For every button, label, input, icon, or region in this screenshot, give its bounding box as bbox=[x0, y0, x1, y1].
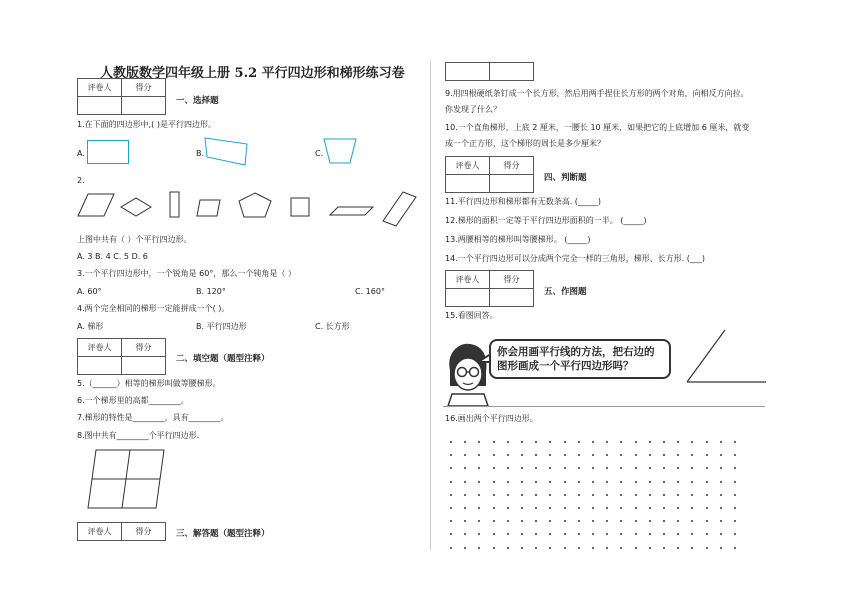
grid-dot bbox=[706, 507, 708, 509]
grid-dot bbox=[734, 481, 736, 483]
grid-dot bbox=[677, 520, 679, 522]
grid-dot bbox=[549, 467, 551, 469]
grid-dot bbox=[478, 494, 480, 496]
score-table-5 bbox=[445, 270, 534, 307]
grid-dot bbox=[606, 533, 608, 535]
q4-option-a: A. 梯形 bbox=[77, 322, 104, 331]
grid-dot bbox=[677, 481, 679, 483]
q2-rhombus bbox=[121, 198, 151, 216]
grid-dot bbox=[578, 520, 580, 522]
grid-dot bbox=[720, 481, 722, 483]
dot-grid[interactable] bbox=[450, 441, 750, 561]
grid-dot bbox=[450, 533, 452, 535]
grid-dot bbox=[649, 481, 651, 483]
grid-dot bbox=[535, 441, 537, 443]
score-table-2 bbox=[77, 338, 166, 375]
q2-text: 上图中共有（ ）个平行四边形。 bbox=[77, 235, 192, 244]
grid-dot bbox=[450, 481, 452, 483]
q1-parallelogram-shape bbox=[203, 135, 249, 167]
grid-dot bbox=[649, 520, 651, 522]
section-heading-draw: 五、作图题 bbox=[544, 287, 587, 297]
grid-dot bbox=[706, 533, 708, 535]
q1-trapezoid-shape bbox=[322, 137, 358, 165]
grid-dot bbox=[464, 507, 466, 509]
grid-dot bbox=[677, 533, 679, 535]
q1-option-a-label: A. bbox=[77, 149, 85, 158]
grid-dot bbox=[478, 454, 480, 456]
grid-dot bbox=[677, 494, 679, 496]
grid-dot bbox=[507, 481, 509, 483]
grid-dot bbox=[620, 441, 622, 443]
question-8: 8.图中共有________个平行四边形. bbox=[77, 431, 200, 440]
grader-cell[interactable] bbox=[78, 97, 122, 115]
q3-option-a: A. 60° bbox=[77, 287, 102, 296]
grid-dot bbox=[549, 494, 551, 496]
q2-tilted-rectangle bbox=[383, 192, 416, 226]
grid-dot bbox=[549, 454, 551, 456]
q2-parallelogram-2 bbox=[330, 207, 373, 215]
question-4: 4.两个完全相同的梯形一定能拼成一个( )。 bbox=[77, 304, 230, 313]
column-divider bbox=[430, 60, 431, 550]
grid-dot bbox=[535, 533, 537, 535]
grid-dot bbox=[720, 454, 722, 456]
question-14: 14.一个平行四边形可以分成两个完全一样的三角形，梯形、长方形. (___) bbox=[445, 254, 706, 263]
q2-trapezoid bbox=[197, 200, 220, 216]
grid-dot bbox=[620, 547, 622, 549]
grid-dot bbox=[606, 467, 608, 469]
q1-option-c-label: C. bbox=[315, 149, 324, 158]
grid-dot bbox=[478, 533, 480, 535]
grid-dot bbox=[507, 494, 509, 496]
grid-dot bbox=[507, 454, 509, 456]
question-13: 13.两腰相等的梯形叫等腰梯形。 (_____) bbox=[445, 235, 591, 244]
grid-dot bbox=[464, 520, 466, 522]
grid-dot bbox=[706, 467, 708, 469]
question-1: 1.在下面的四边形中,( )是平行四边形。 bbox=[77, 120, 216, 129]
grid-dot bbox=[663, 547, 665, 549]
grid-dot bbox=[478, 507, 480, 509]
question-3: 3.一个平行四边形中，一个锐角是 60°，那么一个钝角是（ ） bbox=[77, 269, 296, 278]
grid-dot bbox=[677, 507, 679, 509]
question-10-line-2: 成一个正方形，这个梯形的周长是多少厘米？ bbox=[445, 139, 605, 148]
grid-dot bbox=[564, 507, 566, 509]
grid-dot bbox=[493, 454, 495, 456]
question-2: 2. bbox=[77, 176, 85, 185]
grid-dot bbox=[734, 507, 736, 509]
grid-dot bbox=[521, 533, 523, 535]
grid-dot bbox=[564, 494, 566, 496]
grid-dot bbox=[734, 520, 736, 522]
grid-dot bbox=[620, 454, 622, 456]
grid-dot bbox=[493, 533, 495, 535]
grid-dot bbox=[464, 467, 466, 469]
grid-dot bbox=[493, 547, 495, 549]
grid-dot bbox=[592, 481, 594, 483]
grid-dot bbox=[635, 520, 637, 522]
q3-option-b: B. 120° bbox=[196, 287, 226, 296]
grid-dot bbox=[450, 467, 452, 469]
q8-grid-figure bbox=[86, 448, 166, 510]
q2-pentagon bbox=[239, 193, 271, 217]
grid-dot bbox=[677, 467, 679, 469]
question-12: 12.梯形的面积一定等于平行四边形面积的一半。 (_____) bbox=[445, 216, 647, 225]
grid-dot bbox=[535, 494, 537, 496]
grid-dot bbox=[649, 507, 651, 509]
grid-dot bbox=[507, 547, 509, 549]
grader-cell[interactable] bbox=[446, 175, 490, 193]
question-7: 7.梯形的特性是________，具有________。 bbox=[77, 413, 229, 422]
grid-dot bbox=[720, 494, 722, 496]
grader-label: 评卷人 bbox=[446, 157, 490, 175]
grid-dot bbox=[606, 520, 608, 522]
grid-dot bbox=[549, 533, 551, 535]
grid-dot bbox=[507, 467, 509, 469]
grid-dot bbox=[535, 481, 537, 483]
grid-dot bbox=[535, 507, 537, 509]
grid-dot bbox=[649, 533, 651, 535]
grid-dot bbox=[606, 547, 608, 549]
score-label: 得分 bbox=[490, 271, 534, 289]
grid-dot bbox=[521, 481, 523, 483]
score-label: 得分 bbox=[490, 157, 534, 175]
question-11: 11.平行四边形和梯形都有无数条高. (_____) bbox=[445, 197, 602, 206]
grader-label: 评卷人 bbox=[78, 339, 122, 357]
section-heading-choice: 一、选择题 bbox=[176, 96, 219, 106]
grid-dot bbox=[478, 481, 480, 483]
grid-dot bbox=[549, 547, 551, 549]
grid-dot bbox=[691, 533, 693, 535]
speech-bubble-line-2: 图形画成一个平行四边形吗？ bbox=[497, 360, 634, 372]
grid-dot bbox=[493, 441, 495, 443]
grid-dot bbox=[720, 441, 722, 443]
grid-dot bbox=[734, 533, 736, 535]
grid-dot bbox=[521, 454, 523, 456]
q1-rectangle-shape bbox=[87, 140, 129, 164]
grid-dot bbox=[663, 454, 665, 456]
grid-dot bbox=[635, 494, 637, 496]
grid-dot bbox=[649, 454, 651, 456]
grid-dot bbox=[450, 520, 452, 522]
grid-dot bbox=[677, 547, 679, 549]
grid-dot bbox=[578, 454, 580, 456]
grid-dot bbox=[606, 481, 608, 483]
grid-dot bbox=[663, 520, 665, 522]
grid-dot bbox=[535, 454, 537, 456]
grid-dot bbox=[450, 441, 452, 443]
grid-dot bbox=[706, 494, 708, 496]
grid-dot bbox=[592, 454, 594, 456]
grid-dot bbox=[691, 481, 693, 483]
grid-dot bbox=[521, 494, 523, 496]
score-cell[interactable] bbox=[490, 175, 534, 193]
grid-dot bbox=[706, 520, 708, 522]
grid-dot bbox=[649, 494, 651, 496]
grid-dot bbox=[578, 547, 580, 549]
grid-dot bbox=[691, 547, 693, 549]
grid-dot bbox=[649, 467, 651, 469]
grid-dot bbox=[549, 441, 551, 443]
grid-dot bbox=[592, 441, 594, 443]
grid-dot bbox=[706, 547, 708, 549]
grid-dot bbox=[564, 441, 566, 443]
q2-shapes-figure bbox=[76, 188, 421, 228]
grid-dot bbox=[535, 547, 537, 549]
grid-dot bbox=[521, 441, 523, 443]
grid-dot bbox=[606, 441, 608, 443]
score-cell[interactable] bbox=[490, 289, 534, 307]
q1-option-b-label: B. bbox=[196, 149, 205, 158]
question-9-line-1: 9.用四根硬纸条钉成一个长方形，然后用两手捏住长方形的两个对角，向相反方向拉。 bbox=[445, 89, 749, 98]
section-heading-judge: 四、判断题 bbox=[544, 173, 587, 183]
grid-dot bbox=[691, 441, 693, 443]
grid-dot bbox=[706, 481, 708, 483]
grader-label: 评卷人 bbox=[78, 523, 122, 541]
grid-dot bbox=[478, 441, 480, 443]
grid-dot bbox=[549, 481, 551, 483]
grid-dot bbox=[592, 533, 594, 535]
score-label: 得分 bbox=[122, 523, 166, 541]
grid-dot bbox=[663, 507, 665, 509]
question-16: 16.画出两个平行四边形。 bbox=[445, 414, 538, 423]
grid-dot bbox=[464, 533, 466, 535]
grid-dot bbox=[635, 467, 637, 469]
score-table-1 bbox=[77, 78, 166, 115]
grid-dot bbox=[493, 520, 495, 522]
grid-dot bbox=[450, 494, 452, 496]
grid-dot bbox=[521, 547, 523, 549]
grader-cell[interactable] bbox=[446, 63, 490, 81]
grid-dot bbox=[464, 441, 466, 443]
grid-dot bbox=[635, 441, 637, 443]
grid-dot bbox=[549, 507, 551, 509]
grid-dot bbox=[464, 481, 466, 483]
grid-dot bbox=[592, 520, 594, 522]
grid-dot bbox=[578, 533, 580, 535]
grid-dot bbox=[507, 507, 509, 509]
grid-dot bbox=[507, 533, 509, 535]
grid-dot bbox=[620, 533, 622, 535]
grid-dot bbox=[606, 494, 608, 496]
q2-square bbox=[291, 198, 309, 216]
grid-dot bbox=[507, 441, 509, 443]
grid-dot bbox=[521, 507, 523, 509]
grid-dot bbox=[620, 494, 622, 496]
grid-dot bbox=[450, 547, 452, 549]
grid-dot bbox=[564, 520, 566, 522]
grid-dot bbox=[620, 481, 622, 483]
grid-dot bbox=[578, 467, 580, 469]
grid-dot bbox=[720, 520, 722, 522]
grid-dot bbox=[635, 454, 637, 456]
grid-dot bbox=[734, 494, 736, 496]
grid-dot bbox=[478, 520, 480, 522]
score-cell[interactable] bbox=[122, 357, 166, 375]
grid-dot bbox=[606, 507, 608, 509]
grid-dot bbox=[450, 454, 452, 456]
grid-dot bbox=[464, 494, 466, 496]
grid-dot bbox=[720, 547, 722, 549]
grid-dot bbox=[564, 481, 566, 483]
grid-dot bbox=[720, 533, 722, 535]
grid-dot bbox=[478, 467, 480, 469]
grid-dot bbox=[592, 494, 594, 496]
section-heading-solve: 三、解答题（题型注释） bbox=[176, 529, 270, 539]
page-title: 人教版数学四年级上册 5.2 平行四边形和梯形练习卷 bbox=[100, 66, 405, 81]
grid-dot bbox=[649, 547, 651, 549]
grader-label: 评卷人 bbox=[446, 271, 490, 289]
grid-dot bbox=[635, 507, 637, 509]
answer-separator-line bbox=[443, 406, 765, 407]
q2-parallelogram-1 bbox=[78, 194, 114, 216]
grid-dot bbox=[564, 547, 566, 549]
grid-dot bbox=[663, 441, 665, 443]
score-cell[interactable] bbox=[490, 63, 534, 81]
section-heading-fill: 二、填空题（题型注释） bbox=[176, 354, 270, 364]
grid-dot bbox=[592, 507, 594, 509]
question-15: 15.看图回答。 bbox=[445, 311, 498, 320]
grid-dot bbox=[592, 467, 594, 469]
grader-label: 评卷人 bbox=[78, 79, 122, 97]
grid-dot bbox=[734, 441, 736, 443]
grid-dot bbox=[535, 520, 537, 522]
score-table-answer-box bbox=[445, 62, 534, 81]
grid-dot bbox=[450, 507, 452, 509]
grid-dot bbox=[464, 454, 466, 456]
grid-dot bbox=[635, 533, 637, 535]
grid-dot bbox=[535, 467, 537, 469]
score-label: 得分 bbox=[122, 339, 166, 357]
grid-dot bbox=[564, 533, 566, 535]
grid-dot bbox=[620, 467, 622, 469]
grid-dot bbox=[620, 520, 622, 522]
grid-dot bbox=[478, 547, 480, 549]
angle-figure bbox=[683, 326, 768, 386]
grid-dot bbox=[691, 454, 693, 456]
grid-dot bbox=[635, 481, 637, 483]
score-table-3 bbox=[77, 522, 166, 541]
grid-dot bbox=[663, 481, 665, 483]
q4-option-c: C. 长方形 bbox=[315, 322, 350, 331]
grid-dot bbox=[578, 494, 580, 496]
question-9-line-2: 你发现了什么？ bbox=[445, 105, 501, 114]
grid-dot bbox=[620, 507, 622, 509]
grid-dot bbox=[606, 454, 608, 456]
question-6: 6.一个梯形里的高都________。 bbox=[77, 396, 189, 405]
grid-dot bbox=[649, 441, 651, 443]
grid-dot bbox=[578, 507, 580, 509]
question-10-line-1: 10.一个直角梯形，上底 2 厘米，一腰长 10 厘米，如果把它的上底增加 6 厘米，就变 bbox=[445, 123, 750, 132]
grid-dot bbox=[521, 467, 523, 469]
grid-dot bbox=[663, 494, 665, 496]
grid-dot bbox=[734, 467, 736, 469]
grid-dot bbox=[734, 547, 736, 549]
grid-dot bbox=[493, 494, 495, 496]
grid-dot bbox=[720, 507, 722, 509]
grid-dot bbox=[706, 454, 708, 456]
grid-dot bbox=[663, 533, 665, 535]
q2-options: A. 3 B. 4 C. 5 D. 6 bbox=[77, 252, 148, 261]
q2-thin-rectangle bbox=[170, 192, 179, 217]
grader-cell[interactable] bbox=[446, 289, 490, 307]
grid-dot bbox=[493, 467, 495, 469]
grid-dot bbox=[578, 441, 580, 443]
score-cell[interactable] bbox=[122, 97, 166, 115]
grid-dot bbox=[677, 454, 679, 456]
grid-dot bbox=[720, 467, 722, 469]
grid-dot bbox=[734, 454, 736, 456]
grid-dot bbox=[691, 507, 693, 509]
grid-dot bbox=[691, 467, 693, 469]
grid-dot bbox=[493, 507, 495, 509]
grid-dot bbox=[677, 441, 679, 443]
grid-dot bbox=[578, 481, 580, 483]
grader-cell[interactable] bbox=[78, 357, 122, 375]
grid-dot bbox=[635, 547, 637, 549]
grid-dot bbox=[592, 547, 594, 549]
score-table-4 bbox=[445, 156, 534, 193]
score-label: 得分 bbox=[122, 79, 166, 97]
grid-dot bbox=[663, 467, 665, 469]
q4-option-b: B. 平行四边形 bbox=[196, 322, 247, 331]
grid-dot bbox=[691, 494, 693, 496]
speech-bubble-line-1: 你会用画平行线的方法，把右边的 bbox=[497, 346, 655, 358]
grid-dot bbox=[564, 467, 566, 469]
grid-dot bbox=[521, 520, 523, 522]
grid-dot bbox=[691, 520, 693, 522]
grid-dot bbox=[706, 441, 708, 443]
grid-dot bbox=[493, 481, 495, 483]
grid-dot bbox=[507, 520, 509, 522]
q3-option-c: C. 160° bbox=[355, 287, 385, 296]
speech-bubble bbox=[489, 339, 671, 379]
question-5: 5.（______）相等的梯形叫做等腰梯形。 bbox=[77, 379, 221, 388]
grid-dot bbox=[564, 454, 566, 456]
grid-dot bbox=[549, 520, 551, 522]
grid-dot bbox=[464, 547, 466, 549]
